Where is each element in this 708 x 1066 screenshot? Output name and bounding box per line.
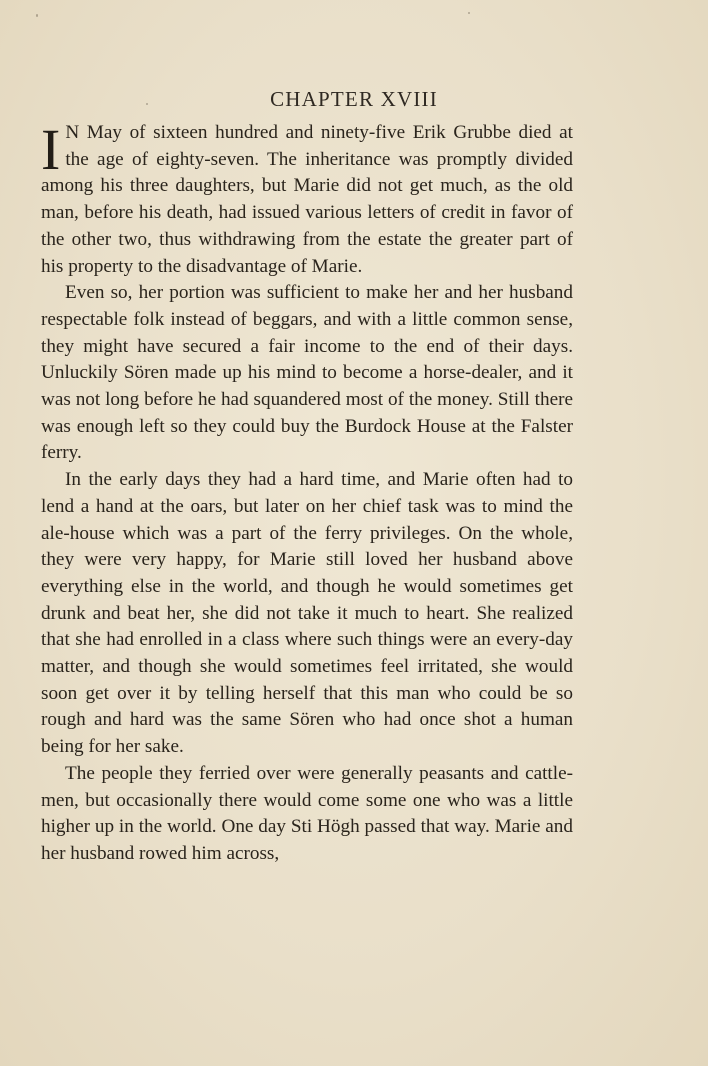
paragraph-3: In the early days they had a hard time, and Marie often had to lend a hand at the oars, but later on her chief task was to mind the ale-house which was a part of the ferry privileges. On the whole, they were very happy, for Marie still loved her husband above everything else in the world, and though he would sometimes get drunk and beat her, she did not take it much to heart. She realized that she had enrolled in a class where such things were an every-day matter, and though she would sometimes feel irritated, she would soon get over it by telling herself that this man who could be so rough and hard was the same Sören who had once shot a human being for her sake. [41,469,573,758]
paragraph-2: Even so, her portion was sufficient to make her and her husband respectable folk instead of beggars, and with a little common sense, they might have secured a fair income to the end of their days. Unluckily Sören made up his mind to become a horse-dealer, and it was not long before he had squandered most of the money. Still there was enough left so they could buy the Burdock House at the Falster ferry. [41,282,573,464]
chapter-title: CHAPTER XVIII [270,87,438,111]
paper-speck [468,12,470,14]
paragraph-1 [41,117,573,280]
drop-cap-letter: I [41,117,61,182]
paragraph-1-text: N May of sixteen hundred and ninety-five Erik Grubbe died at the age of eighty-seven. The inheritance was promptly divided among his three daughters, but Marie did not get much, as the old man, before his death, had issued various letters of credit in favor of the other two, thus withdrawing from the estate the greater part of his property to the disadvantage of Marie. [41,122,573,277]
chapter-body [41,117,573,868]
paragraph-4: The people they ferried over were generally peasants and cattle-men, but occasionally there would come some one who was a little higher up in the world. One day Sti Högh passed that way. Marie and her husband rowed him across, [41,762,573,864]
paper-speck [36,14,38,17]
